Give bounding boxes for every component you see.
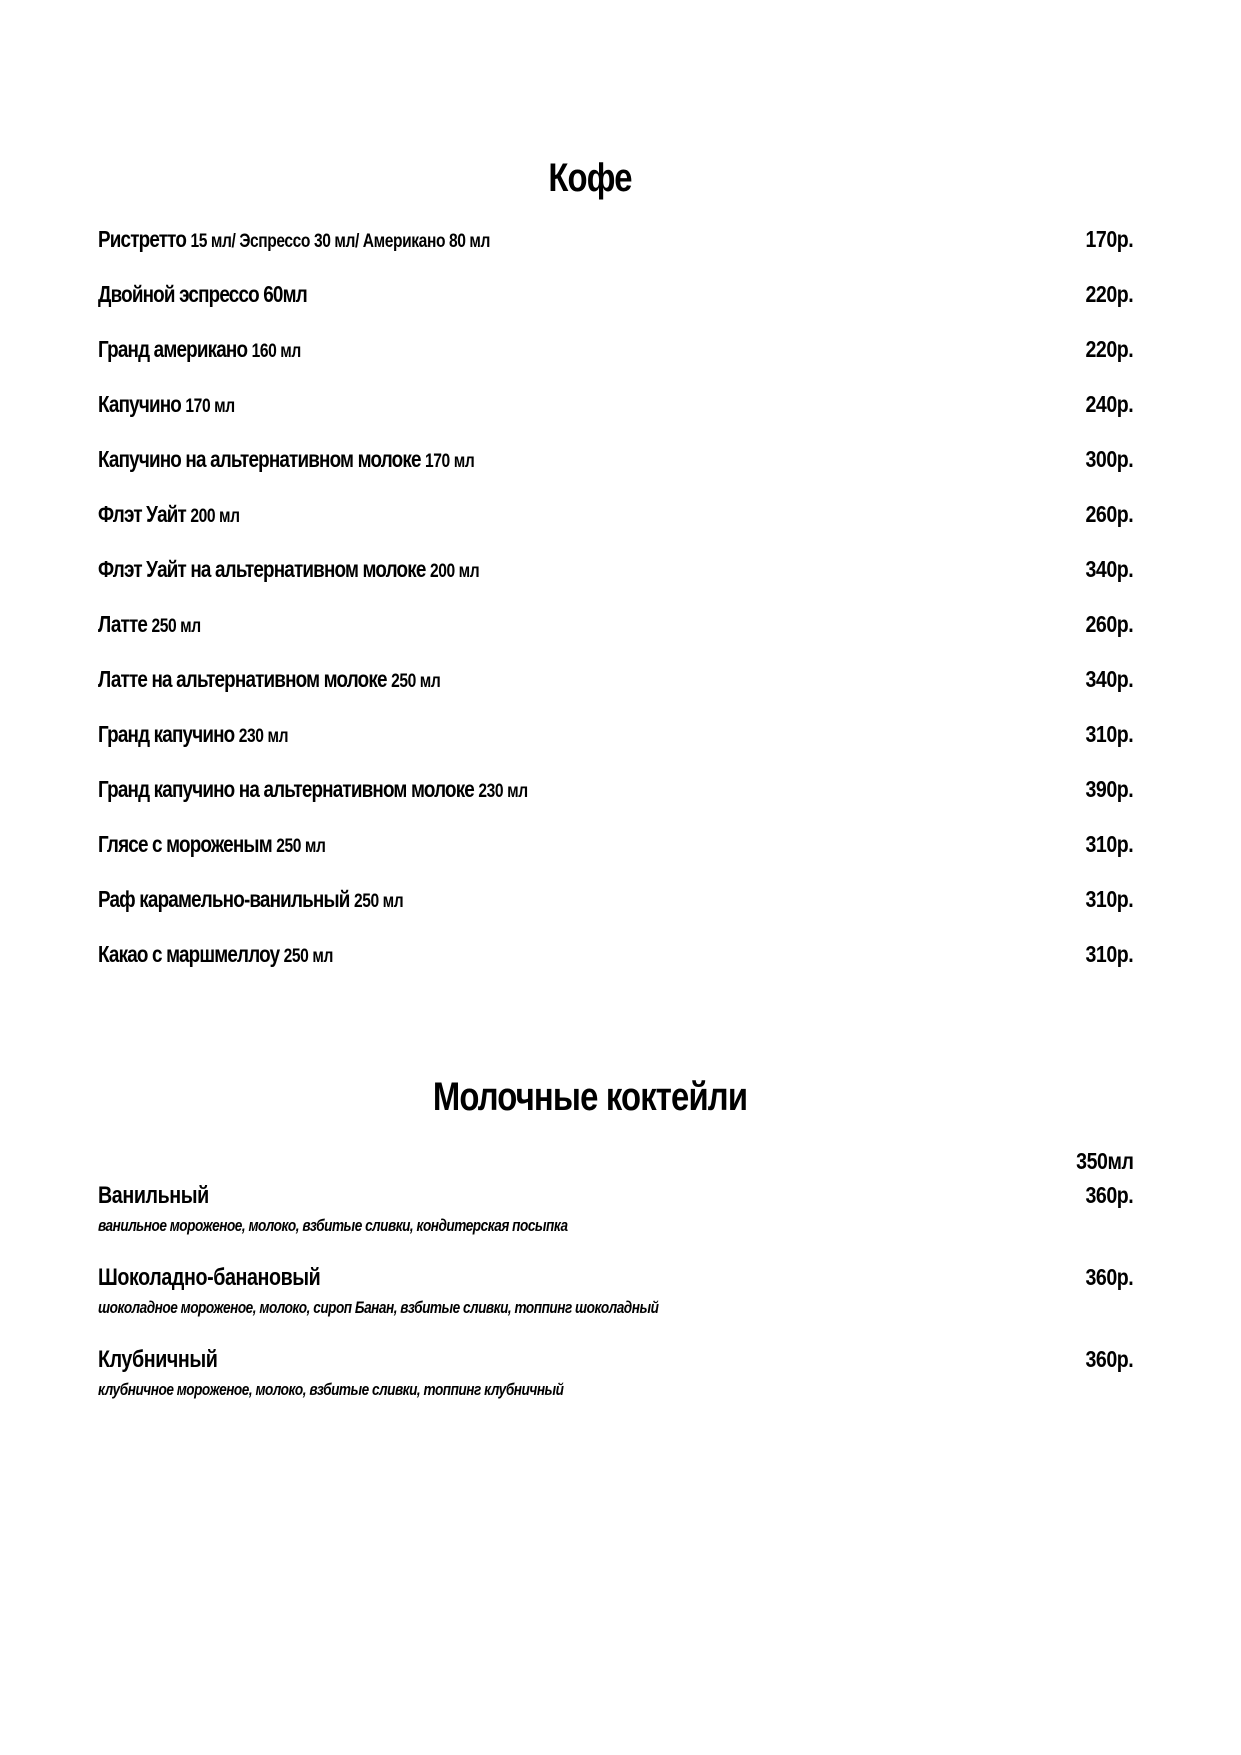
coffee-item-volume: 230 мл <box>238 726 289 747</box>
milkshake-item <box>98 1264 1133 1346</box>
coffee-item-name: Какао с маршмеллоу 250 мл <box>98 941 333 967</box>
coffee-item <box>98 336 1133 391</box>
coffee-item-volume: 250 мл <box>391 671 441 692</box>
coffee-item-name: Капучино на альтернативном молоке 170 мл <box>98 446 475 472</box>
coffee-item-volume: 230 мл <box>478 781 528 802</box>
coffee-item-volume: 200 мл <box>429 561 480 582</box>
coffee-item-price: 340р. <box>1085 556 1133 582</box>
coffee-item-name: Латте на альтернативном молоке 250 мл <box>98 666 441 692</box>
coffee-item-volume: 250 мл <box>283 946 333 967</box>
coffee-item <box>98 886 1133 941</box>
coffee-item-name: Гранд капучино на альтернативном молоке 230 мл <box>98 776 528 802</box>
coffee-item-price: 220р. <box>1085 281 1133 307</box>
milkshake-item-description: шоколадное мороженое, молоко, сироп Банан, взбитые сливки, топпинг шоколадный <box>98 1298 659 1317</box>
coffee-item-name: Раф карамельно-ванильный 250 мл <box>98 886 404 912</box>
milkshake-item-name: Шоколадно-банановый <box>98 1264 321 1291</box>
coffee-item-price: 310р. <box>1085 941 1133 967</box>
coffee-item-volume: 250 мл <box>353 891 404 912</box>
coffee-item-price: 310р. <box>1085 721 1133 747</box>
milkshake-item-description: клубничное мороженое, молоко, взбитые сливки, топпинг клубничный <box>98 1380 564 1399</box>
coffee-item-price: 340р. <box>1085 666 1133 692</box>
coffee-item-price: 240р. <box>1085 391 1133 417</box>
coffee-item-volume: 250 мл <box>276 836 326 857</box>
milkshake-item-name: Клубничный <box>98 1346 218 1373</box>
coffee-item <box>98 501 1133 556</box>
coffee-item-volume: 200 мл <box>190 506 240 527</box>
coffee-item-price: 260р. <box>1085 501 1133 527</box>
coffee-list <box>98 226 1133 996</box>
milkshake-item-name: Ванильный <box>98 1182 209 1209</box>
milkshake-item <box>98 1346 1133 1428</box>
coffee-item-name: Капучино 170 мл <box>98 391 235 417</box>
coffee-item-name: Флэт Уайт 200 мл <box>98 501 240 527</box>
coffee-item <box>98 831 1133 886</box>
milkshake-item-price: 360р. <box>1085 1182 1133 1208</box>
coffee-item <box>98 611 1133 666</box>
coffee-item <box>98 226 1133 281</box>
coffee-item-price: 170р. <box>1085 226 1133 252</box>
coffee-item-volume: 170 мл <box>425 451 475 472</box>
coffee-item <box>98 556 1133 611</box>
coffee-item-price: 310р. <box>1085 831 1133 857</box>
coffee-item-name: Гранд американо 160 мл <box>98 336 301 362</box>
coffee-item-price: 390р. <box>1085 776 1133 802</box>
coffee-item-name: Двойной эспрессо 60мл <box>98 281 307 307</box>
coffee-item-price: 310р. <box>1085 886 1133 912</box>
milkshake-item <box>98 1182 1133 1264</box>
milkshakes-list <box>98 1182 1133 1428</box>
coffee-item-volume: 250 мл <box>151 616 201 637</box>
milkshake-item-price: 360р. <box>1085 1346 1133 1372</box>
milkshake-item-description: ванильное мороженое, молоко, взбитые сливки, кондитерская посыпка <box>98 1216 568 1235</box>
coffee-item-name: Гранд капучино 230 мл <box>98 721 289 747</box>
coffee-item-name: Латте 250 мл <box>98 611 201 637</box>
coffee-item-volume: 160 мл <box>251 341 301 362</box>
milkshake-item-price: 360р. <box>1085 1264 1133 1290</box>
coffee-item <box>98 446 1133 501</box>
coffee-item-name: Глясе с мороженым 250 мл <box>98 831 326 857</box>
coffee-item-price: 260р. <box>1085 611 1133 637</box>
coffee-item-name: Флэт Уайт на альтернативном молоке 200 мл <box>98 556 480 582</box>
coffee-item-price: 220р. <box>1085 336 1133 362</box>
coffee-item <box>98 391 1133 446</box>
milkshakes-section-title: Молочные коктейли <box>432 1075 748 1119</box>
coffee-item <box>98 941 1133 996</box>
coffee-item <box>98 666 1133 721</box>
coffee-item-name: Ристретто 15 мл/ Эспрессо 30 мл/ Американо 80 мл <box>98 226 490 252</box>
coffee-section-title: Кофе <box>548 156 632 200</box>
coffee-item-volume: 15 мл/ Эспрессо 30 мл/ Американо 80 мл <box>190 231 490 252</box>
coffee-item <box>98 721 1133 776</box>
coffee-item <box>98 281 1133 336</box>
coffee-item-volume: 170 мл <box>185 396 235 417</box>
milkshakes-volume-header: 350мл <box>1075 1148 1133 1174</box>
coffee-item-price: 300р. <box>1085 446 1133 472</box>
coffee-item <box>98 776 1133 831</box>
